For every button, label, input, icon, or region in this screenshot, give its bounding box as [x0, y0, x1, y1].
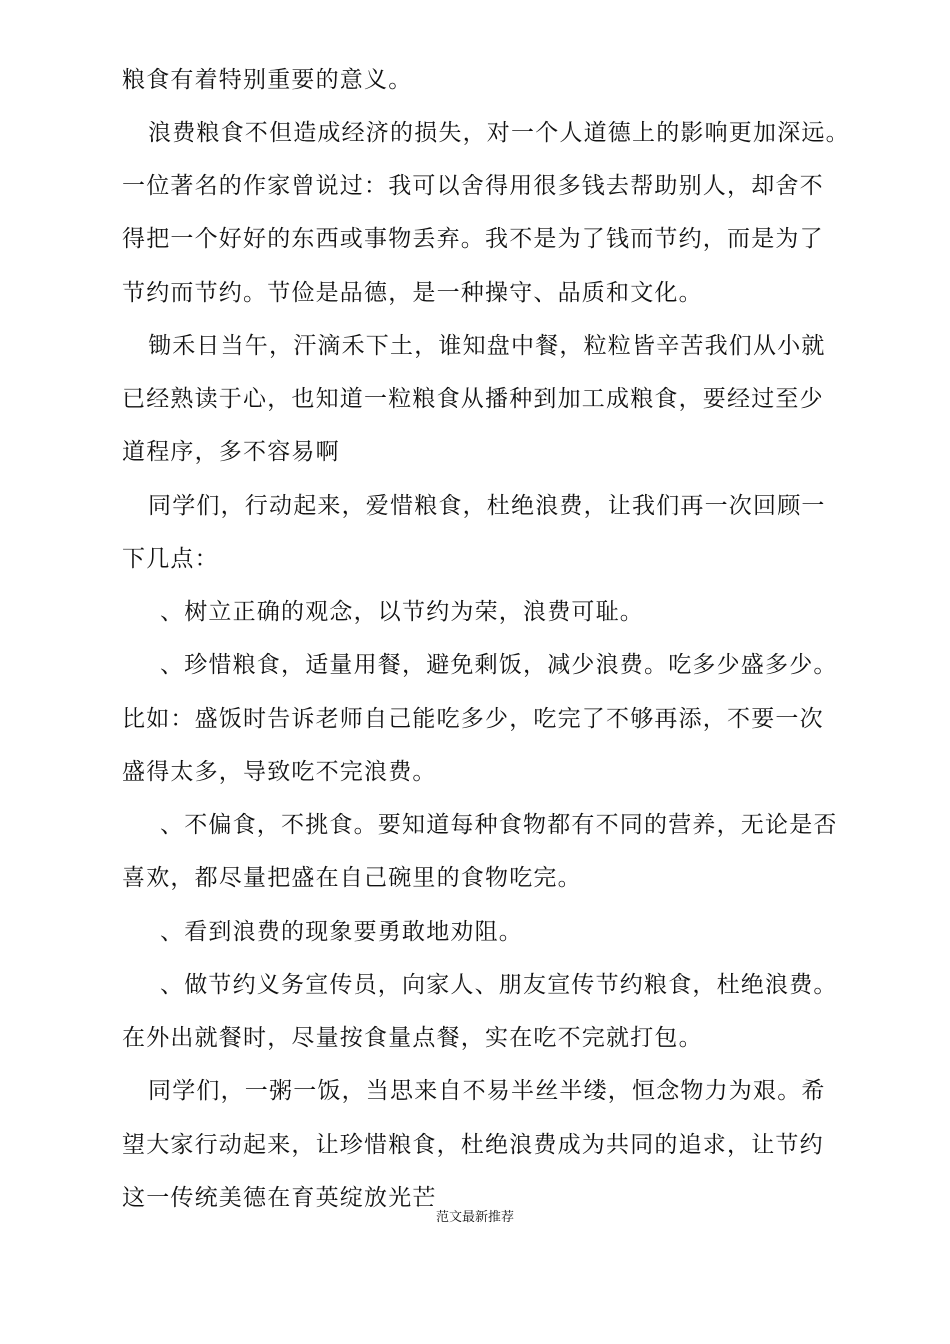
text-line-4: 得把一个好好的东西或事物丢弃。我不是为了钱而节约，而是为了 [122, 226, 824, 252]
text-line-3: 一位著名的作家曾说过：我可以舍得用很多钱去帮助别人，却舍不 [122, 173, 824, 199]
text-line-1: 粮食有着特别重要的意义。 [122, 67, 413, 93]
text-line-12: 、珍惜粮食，适量用餐，避免剩饭，减少浪费。吃多少盛多少。 [160, 652, 838, 678]
text-line-13: 比如：盛饭时告诉老师自己能吃多少，吃完了不够再添，不要一次 [122, 706, 824, 732]
text-line-21: 望大家行动起来，让珍惜粮食，杜绝浪费成为共同的追求，让节约 [122, 1132, 824, 1158]
text-line-18: 、做节约义务宣传员，向家人、朋友宣传节约粮食，杜绝浪费。 [160, 972, 838, 998]
page-footer: 范文最新推荐 [435, 1210, 514, 1225]
text-line-10: 下几点： [122, 546, 219, 572]
text-line-6: 锄禾日当午，汗滴禾下土，谁知盘中餐，粒粒皆辛苦我们从小就 [148, 333, 826, 359]
text-line-14: 盛得太多，导致吃不完浪费。 [122, 759, 437, 785]
text-line-8: 道程序，多不容易啊 [122, 439, 340, 465]
text-line-9: 同学们，行动起来，爱惜粮食，杜绝浪费，让我们再一次回顾一 [148, 493, 826, 519]
text-line-11: 、树立正确的观念，以节约为荣，浪费可耻。 [160, 599, 644, 625]
text-line-5: 节约而节约。节俭是品德，是一种操守、品质和文化。 [122, 280, 703, 306]
text-line-2: 浪费粮食不但造成经济的损失，对一个人道德上的影响更加深远。 [148, 120, 850, 146]
text-line-17: 、看到浪费的现象要勇敢地劝阻。 [160, 919, 523, 945]
text-line-19: 在外出就餐时，尽量按食量点餐，实在吃不完就打包。 [122, 1025, 703, 1051]
text-line-7: 已经熟读于心，也知道一粒粮食从播种到加工成粮食，要经过至少 [122, 386, 824, 412]
text-line-22: 这一传统美德在育英绽放光芒 [122, 1185, 437, 1211]
text-line-15: 、不偏食，不挑食。要知道每种食物都有不同的营养，无论是否 [160, 812, 838, 838]
text-line-20: 同学们，一粥一饭，当思来自不易半丝半缕，恒念物力为艰。希 [148, 1078, 826, 1104]
text-line-16: 喜欢，都尽量把盛在自己碗里的食物吃完。 [122, 865, 582, 891]
